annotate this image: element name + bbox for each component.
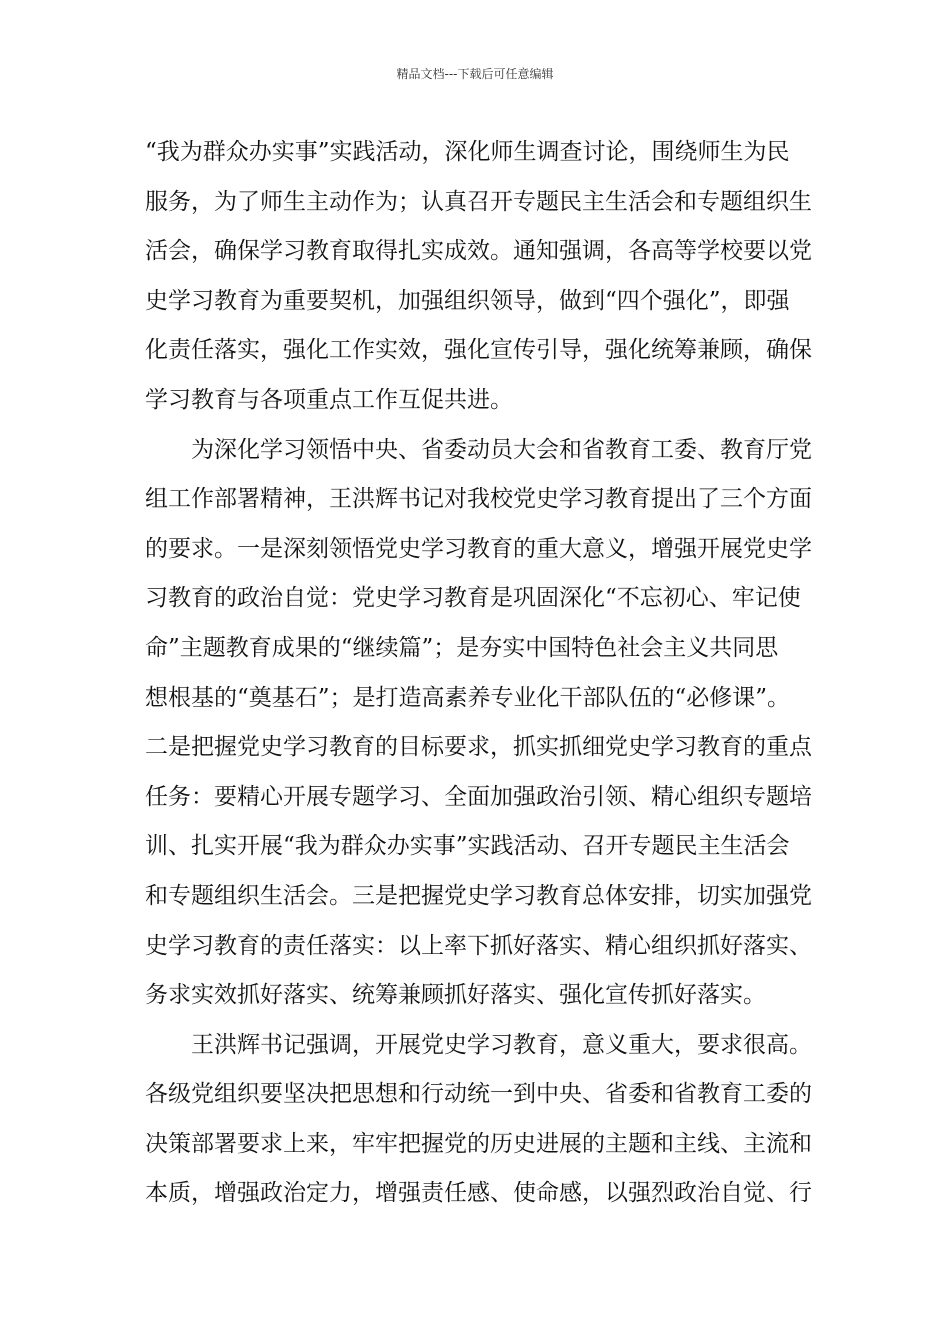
text-line: 的要求。一是深刻领悟党史学习教育的重大意义，增强开展党史学 (145, 535, 812, 562)
page-header: 精品文档---下载后可任意编辑 (396, 67, 554, 81)
text-line: 想根基的“奠基石”；是打造高素养专业化干部队伍的“必修课”。 (145, 684, 791, 711)
text-line: 训、扎实开展“我为群众办实事”实践活动、召开专题民主生活会 (145, 833, 790, 860)
text-line: “我为群众办实事”实践活动，深化师生调查讨论，围绕师生为民 (145, 139, 790, 165)
text-line: 任务：要精心开展专题学习、全面加强政治引领、精心组织专题培 (145, 783, 812, 810)
text-line: 本质，增强政治定力，增强责任感、使命感，以强烈政治自觉、行 (145, 1180, 812, 1207)
text-line: 史学习教育为重要契机，加强组织领导，做到“四个强化”，即强 (145, 287, 790, 314)
text-line: 和专题组织生活会。三是把握党史学习教育总体安排，切实加强党 (145, 882, 812, 909)
text-line: 组工作部署精神，王洪辉书记对我校党史学习教育提出了三个方面 (145, 486, 812, 513)
text-line: 二是把握党史学习教育的目标要求，抓实抓细党史学习教育的重点 (145, 734, 812, 761)
text-line: 服务，为了师生主动作为；认真召开专题民主生活会和专题组织生 (145, 188, 812, 215)
text-line: 务求实效抓好落实、统筹兼顾抓好落实、强化宣传抓好落实。 (145, 982, 766, 1009)
text-line: 各级党组织要坚决把思想和行动统一到中央、省委和省教育工委的 (145, 1081, 812, 1108)
document-body (145, 128, 815, 1219)
text-line: 习教育的政治自觉：党史学习教育是巩固深化“不忘初心、牢记使 (145, 585, 801, 612)
paragraph-first-line: 为深化学习领悟中央、省委动员大会和省教育工委、教育厅党 (191, 436, 812, 463)
text-line: 活会，确保学习教育取得扎实成效。通知强调，各高等学校要以党 (145, 238, 812, 265)
text-line: 命”主题教育成果的“继续篇”；是夯实中国特色社会主义共同思 (145, 634, 779, 661)
text-line: 化责任落实，强化工作实效，强化宣传引导，强化统筹兼顾，确保 (145, 337, 812, 364)
text-line: 学习教育与各项重点工作互促共进。 (145, 386, 513, 413)
text-line: 决策部署要求上来，牢牢把握党的历史进展的主题和主线、主流和 (145, 1130, 812, 1157)
paragraph-first-line: 王洪辉书记强调，开展党史学习教育，意义重大，要求很高。 (191, 1031, 812, 1058)
text-line: 史学习教育的责任落实：以上率下抓好落实、精心组织抓好落实、 (145, 932, 812, 959)
